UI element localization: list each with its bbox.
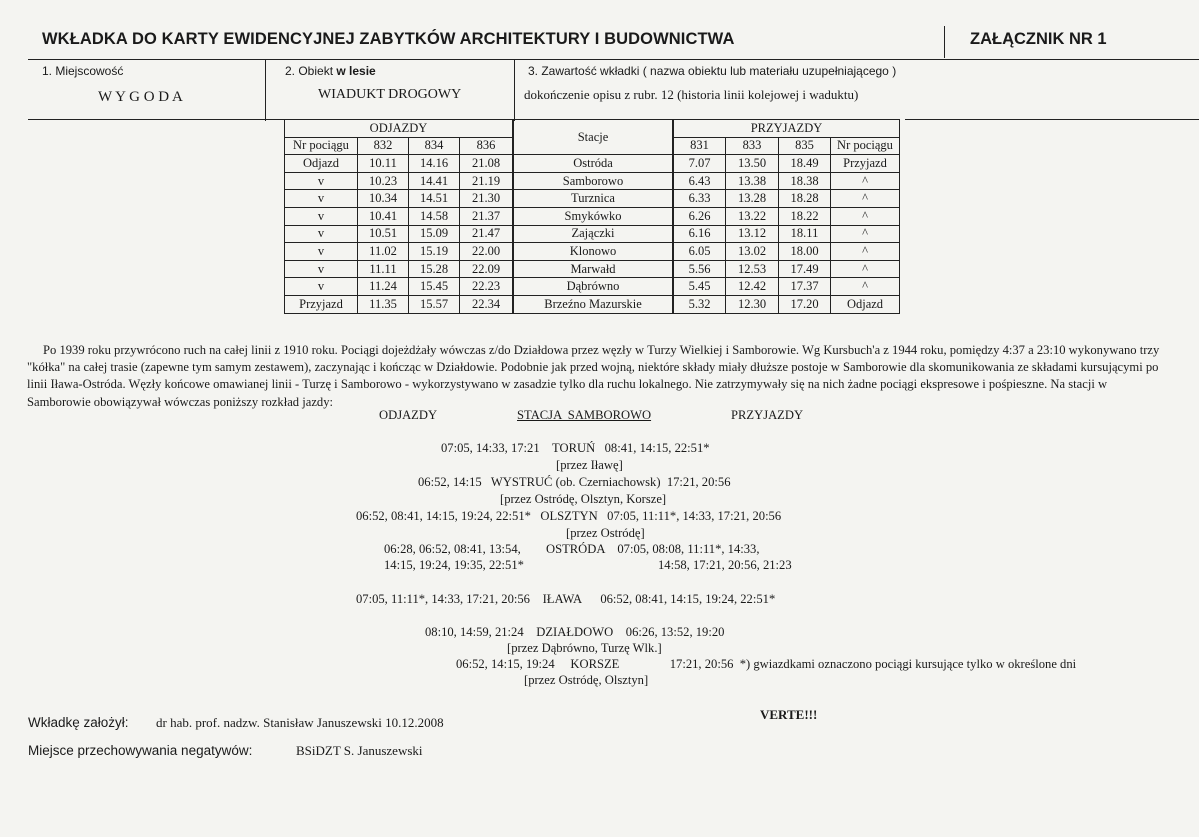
schedule-line: 06:28, 06:52, 08:41, 13:54, OSTRÓDA 07:05, 08:08, 11:11*, 14:33, [384, 542, 760, 556]
stacje-header: Stacje [513, 120, 673, 155]
time-cell: 15.45 [409, 278, 460, 296]
przyjazdy-header: PRZYJAZDY [673, 120, 900, 138]
time-cell: 21.47 [460, 225, 514, 243]
time-cell: 14.51 [409, 190, 460, 208]
samborowo-odjazdy: ODJAZDY [379, 408, 438, 422]
time-cell: 14.58 [409, 207, 460, 225]
timetable-row [285, 155, 900, 173]
time-cell: 22.23 [460, 278, 514, 296]
station-cell: Klonowo [513, 243, 673, 261]
stop-type-cell: Przyjazd [831, 155, 900, 173]
time-cell: 22.00 [460, 243, 514, 261]
time-cell: 17.49 [779, 260, 831, 278]
time-cell: 15.57 [409, 295, 460, 313]
timetable-row [285, 243, 900, 261]
train-number: 832 [358, 137, 409, 155]
time-cell: 5.45 [673, 278, 726, 296]
field-3-value: dokończenie opisu z rubr. 12 (historia linii kolejowej i waduktu) [524, 87, 859, 102]
time-cell: 18.11 [779, 225, 831, 243]
time-cell: 10.41 [358, 207, 409, 225]
time-cell: 18.38 [779, 172, 831, 190]
time-cell: 5.56 [673, 260, 726, 278]
odjazdy-header: ODJAZDY [285, 120, 514, 138]
stop-type-cell: ^ [831, 243, 900, 261]
timetable-row [285, 295, 900, 313]
time-cell: 6.05 [673, 243, 726, 261]
schedule-line: [przez Ostródę, Olsztyn, Korsze] [500, 492, 667, 506]
station-cell: Zajączki [513, 225, 673, 243]
station-cell: Marwałd [513, 260, 673, 278]
verte-label: VERTE!!! [760, 707, 818, 722]
schedule-line: 06:52, 14:15, 19:24 KORSZE 17:21, 20:56 *) gwiazdkami oznaczono pociągi kursujące tylko w określone dni [456, 657, 1077, 671]
time-cell: 12.30 [726, 295, 779, 313]
schedule-line: [przez Iławę] [556, 458, 623, 472]
time-cell: 12.53 [726, 260, 779, 278]
time-cell: 13.38 [726, 172, 779, 190]
nr-pociagu-left: Nr pociągu [285, 137, 358, 155]
schedule-line: 07:05, 14:33, 17:21 TORUŃ 08:41, 14:15, 22:51* [441, 441, 710, 455]
samborowo-przyjazdy: PRZYJAZDY [731, 408, 804, 422]
station-cell: Brzeźno Mazurskie [513, 295, 673, 313]
station-cell: Turznica [513, 190, 673, 208]
field-1-value: W Y G O D A [98, 89, 183, 105]
time-cell: 11.24 [358, 278, 409, 296]
field-rule-right [905, 119, 1199, 120]
stop-type-cell: ^ [831, 207, 900, 225]
time-cell: 6.33 [673, 190, 726, 208]
stop-type-cell: ^ [831, 172, 900, 190]
timetable-header-row-1 [285, 120, 900, 138]
field-2-label: 2. Obiekt w lesie [285, 64, 376, 78]
stop-type-cell: v [285, 278, 358, 296]
schedule-line: [przez Ostródę] [566, 526, 645, 540]
time-cell: 13.28 [726, 190, 779, 208]
stop-type-cell: v [285, 207, 358, 225]
time-cell: 21.08 [460, 155, 514, 173]
station-cell: Samborowo [513, 172, 673, 190]
field-2-value: WIADUKT DROGOWY [318, 87, 462, 102]
time-cell: 15.28 [409, 260, 460, 278]
time-cell: 17.20 [779, 295, 831, 313]
field-divider-2 [514, 59, 515, 121]
time-cell: 10.51 [358, 225, 409, 243]
train-number: 834 [409, 137, 460, 155]
time-cell: 18.49 [779, 155, 831, 173]
train-number: 835 [779, 137, 831, 155]
time-cell: 10.34 [358, 190, 409, 208]
time-cell: 10.23 [358, 172, 409, 190]
time-cell: 15.09 [409, 225, 460, 243]
timetable-row [285, 207, 900, 225]
stop-type-cell: v [285, 225, 358, 243]
nr-pociagu-right: Nr pociągu [831, 137, 900, 155]
field-1-label: 1. Miejscowość [42, 64, 124, 78]
time-cell: 10.11 [358, 155, 409, 173]
zalozyl-label: Wkładkę założył: [28, 715, 129, 730]
field-3-label: 3. Zawartość wkładki ( nazwa obiektu lub materiału uzupełniającego ) [528, 64, 897, 78]
time-cell: 14.16 [409, 155, 460, 173]
schedule-line: [przez Ostródę, Olsztyn] [524, 673, 649, 687]
time-cell: 14.41 [409, 172, 460, 190]
schedule-line: 14:15, 19:24, 19:35, 22:51* [384, 558, 524, 572]
timetable-row [285, 260, 900, 278]
schedule-line: 06:52, 14:15 WYSTRUĆ (ob. Czerniachowsk) 17:21, 20:56 [418, 475, 731, 489]
time-cell: 13.02 [726, 243, 779, 261]
field-divider-1 [265, 59, 266, 121]
document-title: WKŁADKA DO KARTY EWIDENCYJNEJ ZABYTKÓW ARCHITEKTURY I BUDOWNICTWA [42, 30, 735, 48]
time-cell: 22.34 [460, 295, 514, 313]
time-cell: 13.22 [726, 207, 779, 225]
time-cell: 11.35 [358, 295, 409, 313]
timetable-row [285, 225, 900, 243]
zalozyl-value: dr hab. prof. nadzw. Stanisław Januszewski 10.12.2008 [156, 715, 444, 730]
station-cell: Ostróda [513, 155, 673, 173]
timetable-row [285, 278, 900, 296]
time-cell: 6.26 [673, 207, 726, 225]
time-cell: 18.00 [779, 243, 831, 261]
schedule-line: 07:05, 11:11*, 14:33, 17:21, 20:56 IŁAWA 06:52, 08:41, 14:15, 19:24, 22:51* [356, 592, 776, 606]
schedule-line: [przez Dąbrówno, Turzę Wlk.] [507, 641, 662, 655]
station-cell: Dąbrówno [513, 278, 673, 296]
train-number: 833 [726, 137, 779, 155]
miejsce-value: BSiDZT S. Januszewski [296, 743, 423, 758]
time-cell: 22.09 [460, 260, 514, 278]
time-cell: 21.37 [460, 207, 514, 225]
field-rule-left [28, 119, 284, 120]
time-cell: 11.02 [358, 243, 409, 261]
stop-type-cell: v [285, 172, 358, 190]
stop-type-cell: v [285, 190, 358, 208]
miejsce-label: Miejsce przechowywania negatywów: [28, 743, 253, 758]
stop-type-cell: Odjazd [831, 295, 900, 313]
time-cell: 6.16 [673, 225, 726, 243]
annex-label: ZAŁĄCZNIK NR 1 [970, 30, 1107, 48]
stop-type-cell: Przyjazd [285, 295, 358, 313]
timetable-row [285, 172, 900, 190]
stop-type-cell: ^ [831, 190, 900, 208]
header-rule [28, 59, 1199, 60]
time-cell: 21.19 [460, 172, 514, 190]
stop-type-cell: ^ [831, 260, 900, 278]
timetable [284, 119, 900, 314]
time-cell: 21.30 [460, 190, 514, 208]
schedule-line: 06:52, 08:41, 14:15, 19:24, 22:51* OLSZTYN 07:05, 11:11*, 14:33, 17:21, 20:56 [356, 509, 782, 523]
time-cell: 6.43 [673, 172, 726, 190]
train-number: 836 [460, 137, 514, 155]
stop-type-cell: v [285, 243, 358, 261]
time-cell: 7.07 [673, 155, 726, 173]
stop-type-cell: ^ [831, 278, 900, 296]
time-cell: 11.11 [358, 260, 409, 278]
station-cell: Smykówko [513, 207, 673, 225]
timetable-row [285, 190, 900, 208]
train-number: 831 [673, 137, 726, 155]
stop-type-cell: Odjazd [285, 155, 358, 173]
time-cell: 13.12 [726, 225, 779, 243]
stop-type-cell: ^ [831, 225, 900, 243]
time-cell: 13.50 [726, 155, 779, 173]
time-cell: 18.22 [779, 207, 831, 225]
header-divider [944, 26, 945, 58]
stop-type-cell: v [285, 260, 358, 278]
time-cell: 17.37 [779, 278, 831, 296]
samborowo-stacja: STACJA SAMBOROWO [517, 408, 652, 422]
time-cell: 15.19 [409, 243, 460, 261]
time-cell: 12.42 [726, 278, 779, 296]
time-cell: 5.32 [673, 295, 726, 313]
time-cell: 18.28 [779, 190, 831, 208]
schedule-line: 08:10, 14:59, 21:24 DZIAŁDOWO 06:26, 13:52, 19:20 [425, 625, 725, 639]
timetable-body [285, 155, 900, 313]
schedule-line: 14:58, 17:21, 20:56, 21:23 [658, 558, 792, 572]
history-paragraph: Po 1939 roku przywrócono ruch na całej linii z 1910 roku. Pociągi dojeżdżały wówczas z/do Działdowa przez węzły w Turzy Wielkiej i Samborowie. Wg Kursbuch'a z 1944 roku, pomiędzy 4:37 a 23:10 wykonywano trzy "kółka" na całej trasie (zapewne tym samym zestawem), zaczynając i kończąc w Działdowie. Podobnie jak przed wojną, niektóre składy miały dłuższe postoje w Samborowie dla skomunikowania ze składami kursującymi po linii Iława-Ostróda. Węzły końcowe omawianej linii - Turzę i Samborowo - wykorzystywano w zasadzie tylko dla ruchu lokalnego. Nie zatrzymywały się na nich żadne pociągi ekspresowe i pośpieszne. Na stacji w Samborowie obowiązywał wówczas poniższy rozkład jazdy: [27, 343, 1160, 409]
